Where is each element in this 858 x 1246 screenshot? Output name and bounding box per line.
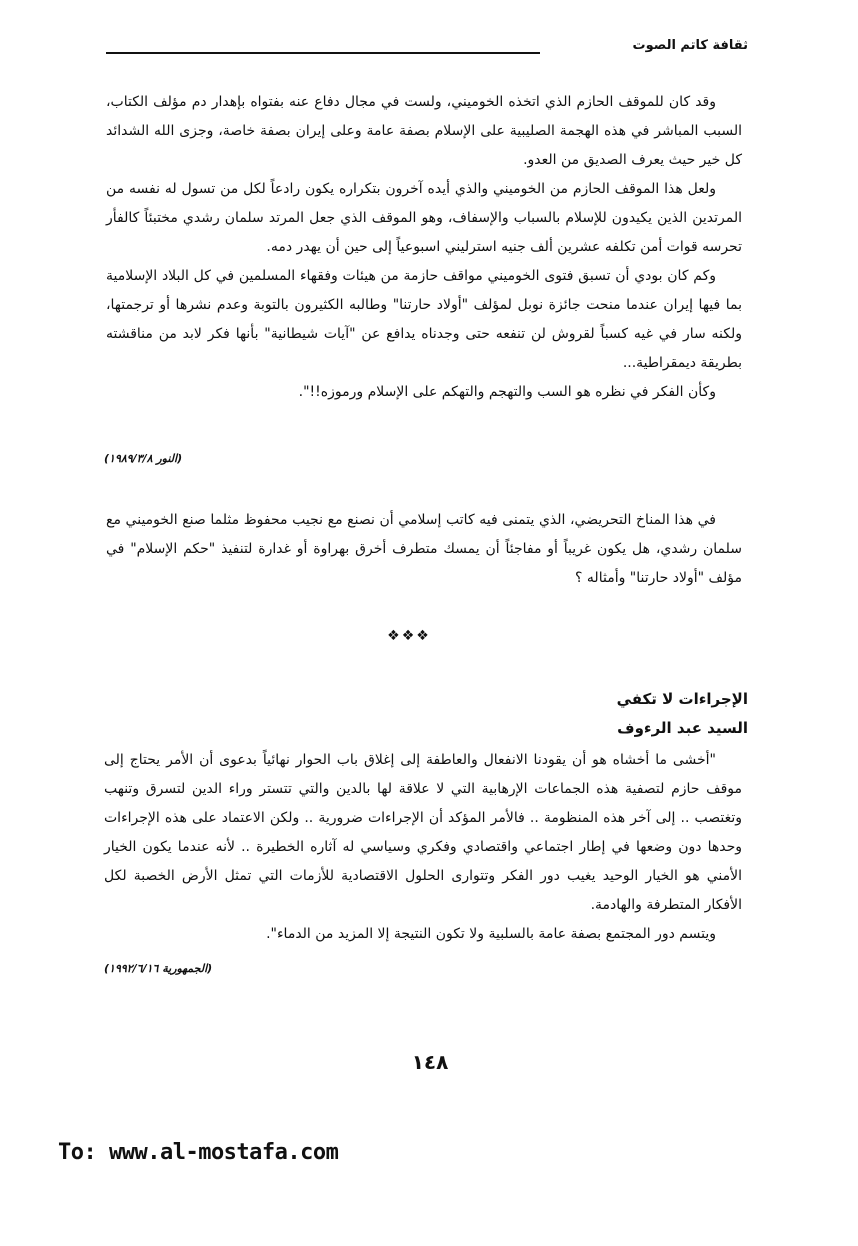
section-heading: الإجراءات لا تكفي [616, 690, 748, 708]
running-header-title: ثقافة كاتم الصوت [632, 38, 748, 53]
paragraph-4: وكأن الفكر في نظره هو السب والتهجم والتهكم على الإسلام ورموزه!!". [298, 384, 716, 400]
body-text-part2 [106, 506, 742, 593]
header-rule [106, 52, 540, 54]
paragraph-7: ويتسم دور المجتمع بصفة عامة بالسلبية ولا تكون النتيجة إلا المزيد من الدماء". [266, 926, 716, 942]
section-separator: ❖❖❖ [387, 628, 431, 644]
source-url: To: www.al-mostafa.com [58, 1140, 339, 1165]
paragraph-5: في هذا المناخ التحريضي، الذي يتمنى فيه كاتب إسلامي أن نصنع مع نجيب محفوظ مثلما صنع الخوميني مع سلمان رشدي، هل يكون غريباً أو مفاجئاً أن يمسك متطرف أخرق بهراوة أو غدارة لتنفيذ "حكم الإسلام" في مؤلف "أولاد حارتنا" وأمثاله ؟ [106, 512, 742, 586]
citation-2: (الجمهورية ١٩٩٢/٦/١٦) [104, 962, 213, 975]
page-number: ١٤٨ [411, 1050, 449, 1074]
body-text-part3 [104, 746, 742, 949]
paragraph-6: "أخشى ما أخشاه هو أن يقودنا الانفعال والعاطفة إلى إغلاق باب الحوار نهائياً بدعوى أن الأمر يحتاج إلى موقف حازم لتصفية هذه الجماعات الإرهابية التي لا علاقة لها بالدين والتي تتستر وراء الدين لتسرق وتنهب وتغتصب .. إلى آخر هذه المنظومة .. فالأمر المؤكد أن الإجراءات ضرورية .. ولكن الاعتماد على هذه الإجراءات وحدها دون وضعها في إطار اجتماعي واقتصادي وفكري وسياسي له آثاره الخطيرة .. لأنه عندما يكون الخيار الأمني هو الخيار الوحيد يغيب دور الفكر وتتوارى الحلول الاقتصادية للأزمات التي تمثل الأرض الخصبة لكل الأفكار المتطرفة والهادمة. [104, 752, 742, 913]
citation-1: (النور ١٩٨٩/٣/٨) [104, 452, 183, 465]
paragraph-2: ولعل هذا الموقف الحازم من الخوميني والذي أيده آخرون بتكراره يكون رادعاً لكل من تسول له نفسه من المرتدين الذين يكيدون للإسلام بالسباب والإسفاف، وهو الموقف الذي جعل المرتد سلمان رشدي مختبئاً كالفأر تحرسه قوات أمن تكلفه عشرين ألف جنيه استرليني اسبوعياً إلى حين أن يهدر دمه. [106, 181, 742, 255]
paragraph-1: وقد كان للموقف الحازم الذي اتخذه الخوميني، ولست في مجال دفاع عنه بفتواه بإهدار دم مؤلف الكتاب، السبب المباشر في هذه الهجمة الصليبية على الإسلام بصفة عامة وعلى إيران بصفة خاصة، وجزى الله الشدائد كل خير حيث يعرف الصديق من العدو. [106, 94, 742, 168]
paragraph-3: وكم كان بودي أن تسبق فتوى الخوميني مواقف حازمة من هيئات وفقهاء المسلمين في كل البلاد الإسلامية بما فيها إيران عندما منحت جائزة نوبل لمؤلف "أولاد حارتنا" وطالبه الكثيرون بالتوبة وعدم نشرها أو ترجمتها، ولكنه سار في غيه كسباً لقروش لن تنفعه حتى وجدناه يدافع عن "آيات شيطانية" بأنها فكر لابد من مناقشته بطريقة ديمقراطية... [106, 268, 742, 371]
section-author: السيد عبد الرءوف [617, 719, 748, 737]
body-text-part1 [106, 88, 742, 407]
